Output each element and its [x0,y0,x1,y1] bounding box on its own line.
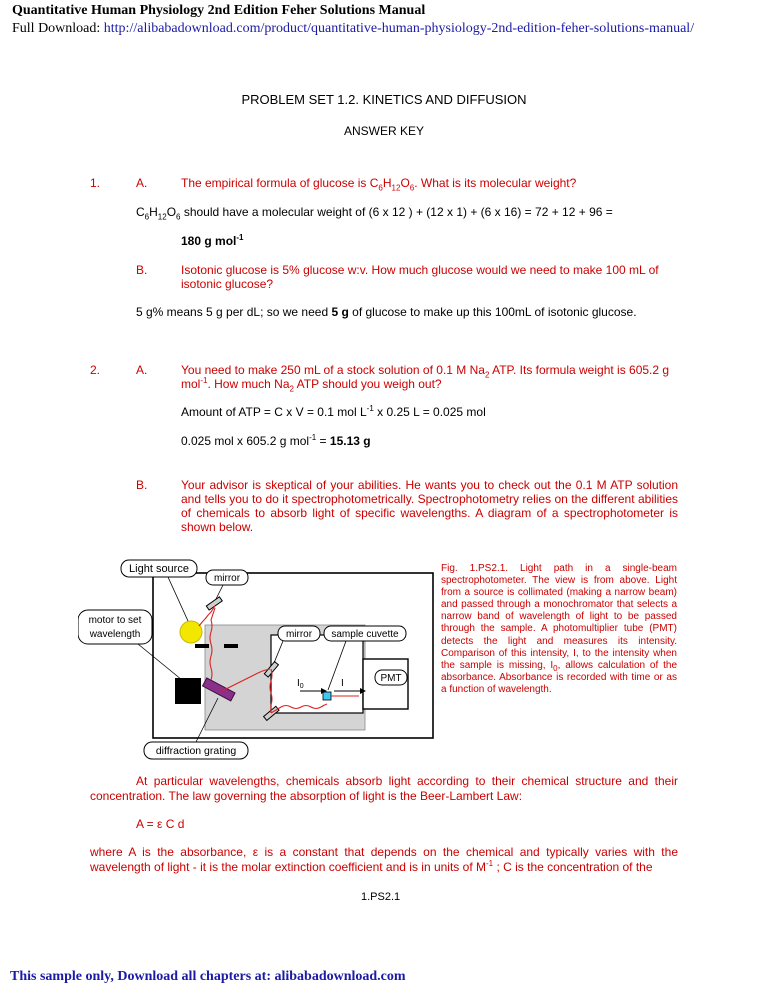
beer-lambert-intro: At particular wavelengths, chemicals absorb light according to their chemical structure and their concentration. The law governing the absorption of light is the Beer-Lambert Law: [90,774,678,803]
q2b-question: Your advisor is skeptical of your abilities. He wants you to check out the 0.1 M ATP solution and tells you to do it spectrophotometrically. Spectrophotometry relies on the different abilities of chemicals to absorb light of specific wavelengths. A diagram of a spectrophotometer is shown below. [181,478,678,534]
beer-lambert-explanation: where A is the absorbance, ε is a constant that depends on the chemical and typically varies with the wavelength of light - it is the molar extinction coefficient and is in units of $M^{-1}$ ; C is the concentration of the [90,845,678,874]
label-cuvette: sample cuvette [331,629,399,640]
beer-lambert-equation: A = ε C d [136,817,185,831]
q2a-equation-1: Amount of ATP = C x V = 0.1 mol $L^{-1}$ x 0.25 L = 0.025 mol [181,404,486,419]
light-source-bulb [180,621,202,643]
sample-compartment [271,635,363,713]
q2a-equation-2: 0.025 mol x 605.2 g mol$^{-1}$ = 15.13 g [181,433,371,448]
q1a-answer: $C_6H_{12}O_6$ should have a molecular weight of (6 x 12 ) + (12 x 1) + (6 x 16) = 72 + 12 + 96 = [136,205,613,222]
page-title: PROBLEM SET 1.2. KINETICS AND DIFFUSION [241,92,527,107]
sample-cuvette [323,692,331,700]
label-i: I [341,678,344,689]
q2a-question: You need to make 250 mL of a stock solution of 0.1 M $Na_2$ ATP. Its formula weight is 605.2 g mol$^{-1}$. How much $Na_2$ ATP should you weigh out? [181,363,670,394]
q2b-letter: B. [136,478,148,492]
q2a-letter: A. [136,363,148,377]
q1b-answer: 5 g% means 5 g per dL; so we need 5 g of glucose to make up this 100mL of isotonic glucose. [136,305,637,319]
download-label: Full Download: [12,21,101,36]
q1b-letter: B. [136,263,148,277]
q1-number: 1. [90,176,101,190]
download-link[interactable]: http://alibabadownload.com/product/quantitative-human-physiology-2nd-edition-feher-solutions-manual/ [103,21,695,36]
header-title: Quantitative Human Physiology 2nd Edition Feher Solutions Manual [12,3,426,18]
q1a-question: The empirical formula of glucose is $C_6H_{12}O_6$. What is its molecular weight? [181,176,577,193]
q1a-result: 180 g mol$^{-1}$ [181,233,244,248]
label-motor-2: wavelength [89,629,141,640]
motor-block [175,678,201,704]
footer-download-note[interactable]: This sample only, Download all chapters at: alibabadownload.com [10,969,406,984]
download-line [12,21,694,37]
label-mirror-2: mirror [285,629,313,640]
q1a-letter: A. [136,176,148,190]
page-number: 1.PS2.1 [361,891,401,903]
label-light-source: Light source [129,563,189,575]
page-subtitle: ANSWER KEY [343,124,424,138]
label-pmt: PMT [380,673,402,684]
spectrophotometer-diagram [78,555,440,765]
slit-1 [195,644,209,648]
slit-2 [224,644,238,648]
q1b-question: Isotonic glucose is 5% glucose w:v. How much glucose would we need to make 100 mL of isotonic glucose? [181,263,659,291]
figure-caption: Fig. 1.PS2.1. Light path in a single-beam spectrophotometer. The view is from above. Light from a source is collimated (making a narrow beam) and passed through a monochromator that selects a narrow band of wavelength of light to be passed through the sample. A photomultiplier tube (PMT) detects the light and measures its intensity. Comparison of this intensity, I, to the intensity when the sample is missing, $I_0$, allows calculation of the absorbance. Absorbance is recorded with time or as a function of wavelength. [441,563,677,695]
label-motor-1: motor to set [88,615,142,626]
label-grating: diffraction grating [155,745,237,757]
label-i0: $I_0$ [297,678,304,690]
label-mirror-1: mirror [213,573,241,584]
q2-number: 2. [90,363,101,377]
